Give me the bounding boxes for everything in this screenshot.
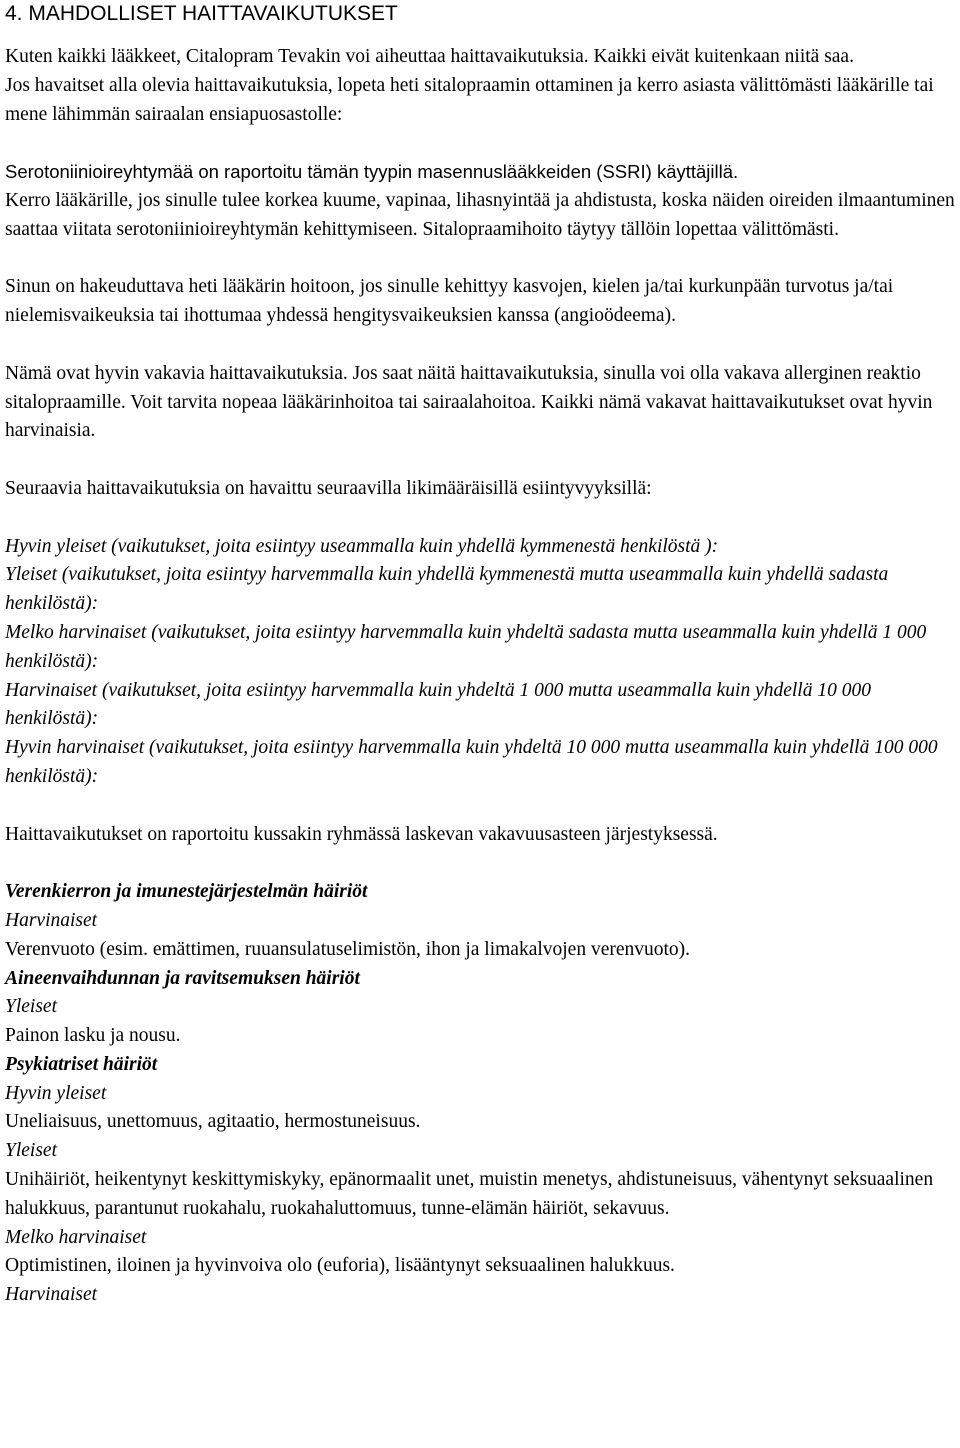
metabolism-section-title: Aineenvaihdunnan ja ravitsemuksen häiriöt — [5, 967, 360, 989]
frequency-uncommon: Melko harvinaiset (vaikutukset, joita esiintyy harvemmalla kuin yhdeltä sadasta mutta useammalla kuin yhdellä 1 000 henkilöstä): — [5, 621, 927, 672]
blood-frequency-rare: Harvinaiset — [5, 909, 98, 931]
order-note: Haittavaikutukset on raportoitu kussakin ryhmässä laskevan vakavuusasteen järjestyksessä. — [5, 823, 718, 845]
angioedema-paragraph: Sinun on hakeuduttava heti lääkärin hoitoon, jos sinulle kehittyy kasvojen, kielen ja/tai kurkunpään turvotus ja/tai nielemisvaikeuksia tai ihottumaa yhdessä hengitysvaikeuksien kanssa (angioödeema). — [5, 276, 894, 327]
psychiatric-effects-uncommon: Optimistinen, iloinen ja hyvinvoiva olo (euforia), lisääntynyt seksuaalinen halukkuus. — [5, 1255, 675, 1277]
serotonin-paragraph: Kerro lääkärille, jos sinulle tulee korkea kuume, vapinaa, lihasnyintää ja ahdistusta, koska näiden oireiden ilmaantuminen saattaa viitata serotoniinioireyhtymän kehittymiseen. Sitalopraamihoito täytyy tällöin lopettaa välittömästi. — [5, 189, 955, 240]
serotonin-lead: Serotoniinioireyhtymää on raportoitu tämän tyypin masennuslääkkeiden (SSRI) käyttäjillä. — [5, 161, 739, 183]
stop-instruction-paragraph: Jos havaitset alla olevia haittavaikutuksia, lopeta heti sitalopraamin ottaminen ja kerro asiasta välittömästi lääkärille tai mene lähimmän sairaalan ensiapuosastolle: — [5, 74, 934, 125]
serious-reactions-paragraph: Nämä ovat hyvin vakavia haittavaikutuksia. Jos saat näitä haittavaikutuksia, sinulla voi olla vakava allerginen reaktio sitalopraamille. Voit tarvita nopeaa lääkärinhoitoa tai sairaalahoitoa. Kaikki nämä vakavat haittavaikutukset ovat hyvin harvinaisia. — [5, 362, 933, 442]
psychiatric-section-title: Psykiatriset häiriöt — [5, 1053, 158, 1075]
psychiatric-effects-very-common: Uneliaisuus, unettomuus, agitaatio, hermostuneisuus. — [5, 1111, 421, 1133]
blood-effects: Verenvuoto (esim. emättimen, ruuansulatuselimistön, ihon ja limakalvojen verenvuoto). — [5, 938, 691, 960]
frequency-very-rare: Hyvin harvinaiset (vaikutukset, joita esiintyy harvemmalla kuin yhdeltä 10 000 mutta useammalla kuin yhdellä 100 000 henkilöstä): — [5, 737, 938, 787]
document-page — [5, 0, 957, 1310]
frequency-rare: Harvinaiset (vaikutukset, joita esiintyy harvemmalla kuin yhdeltä 1 000 mutta useammalla kuin yhdellä 10 000 henkilöstä): — [5, 679, 871, 730]
psychiatric-frequency-uncommon: Melko harvinaiset — [5, 1226, 147, 1248]
metabolism-effects: Painon lasku ja nousu. — [5, 1025, 181, 1047]
frequency-intro: Seuraavia haittavaikutuksia on havaittu seuraavilla likimääräisillä esiintyvyyksillä: — [5, 477, 652, 499]
blood-section-title: Verenkierron ja imunestejärjestelmän häiriöt — [5, 881, 368, 903]
metabolism-frequency-common: Yleiset — [5, 996, 57, 1018]
psychiatric-effects-common: Unihäiriöt, heikentynyt keskittymiskyky, epänormaalit unet, muistin menetys, ahdistuneisuus, vähentynyt seksuaalinen halukkuus, parantunut ruokahalu, ruokahaluttomuus, tunne-elämän häiriöt, sekavuus. — [5, 1169, 934, 1219]
frequency-very-common: Hyvin yleiset (vaikutukset, joita esiintyy useammalla kuin yhdellä kymmenestä henkilöstä ): — [5, 535, 719, 557]
frequency-common: Yleiset (vaikutukset, joita esiintyy harvemmalla kuin yhdellä kymmenestä mutta useammalla kuin yhdellä sadasta henkilöstä): — [5, 564, 889, 615]
section-heading: 4. MAHDOLLISET HAITTAVAIKUTUKSET — [5, 2, 398, 25]
psychiatric-frequency-rare: Harvinaiset — [5, 1284, 98, 1306]
psychiatric-frequency-common: Yleiset — [5, 1140, 57, 1162]
psychiatric-frequency-very-common: Hyvin yleiset — [5, 1082, 107, 1104]
intro-paragraph: Kuten kaikki lääkkeet, Citalopram Tevakin voi aiheuttaa haittavaikutuksia. Kaikki eivät kuitenkaan niitä saa. — [5, 46, 854, 67]
